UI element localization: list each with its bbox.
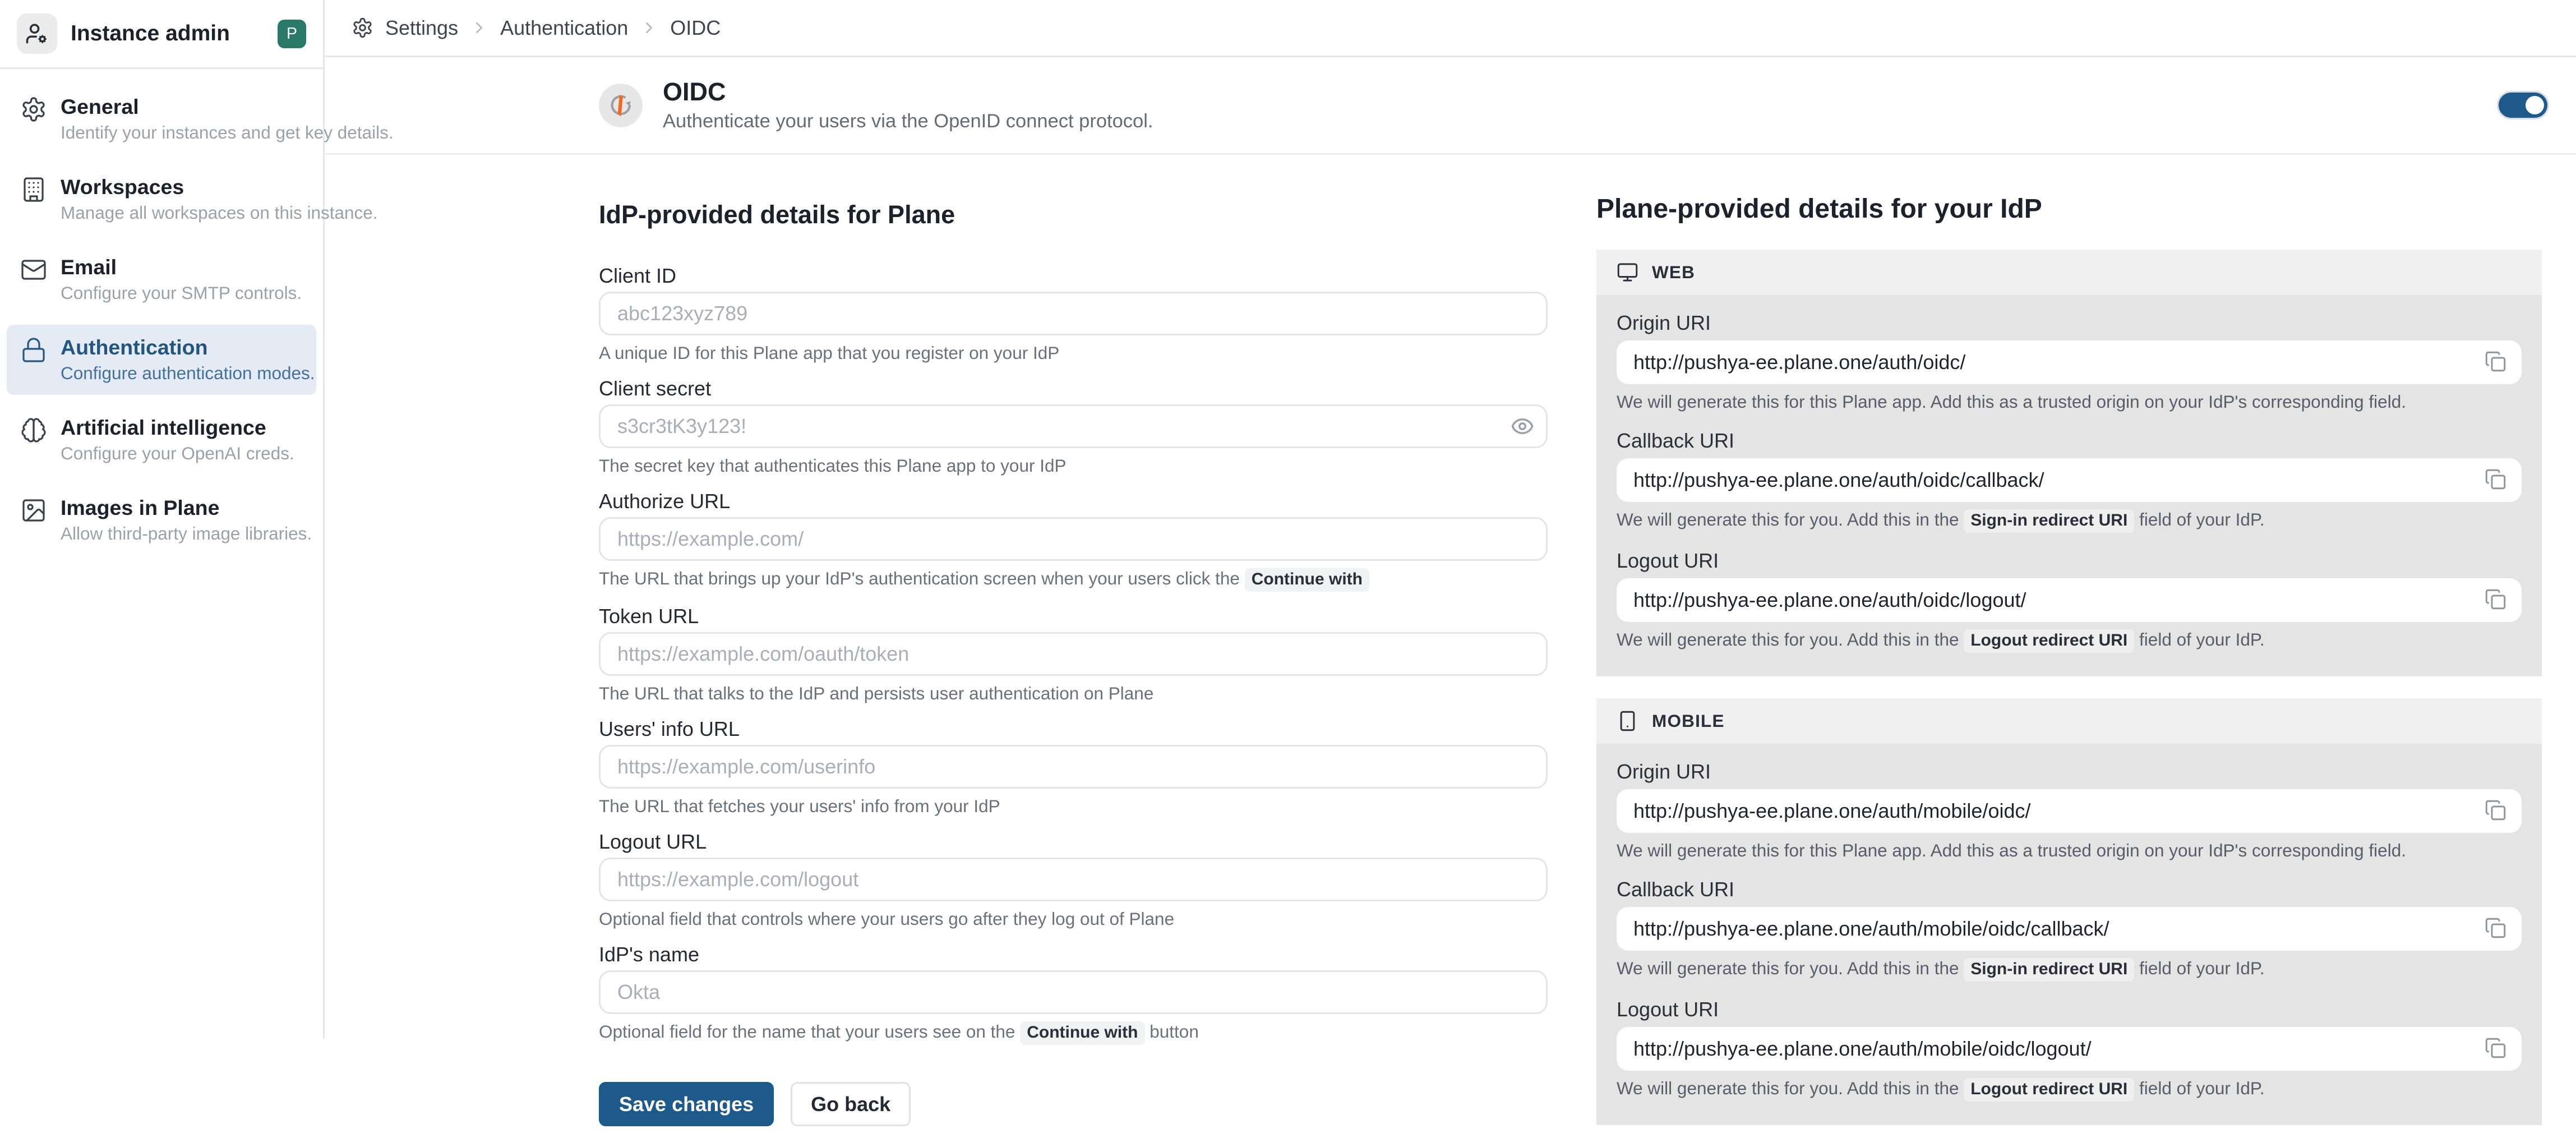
gear-icon <box>20 96 47 144</box>
plane-details-section <box>1596 194 2542 1147</box>
field-client-id <box>599 265 1548 364</box>
sidebar <box>0 0 394 1039</box>
page-title: OIDC <box>663 77 726 106</box>
uri-row-callback <box>1617 430 2522 533</box>
save-changes-button[interactable]: Save changes <box>599 1082 774 1126</box>
breadcrumb-settings[interactable]: Settings <box>385 16 459 39</box>
web-card-body <box>1596 295 2542 676</box>
field-label: Token URL <box>599 605 699 628</box>
uri-label: Origin URI <box>1617 760 1711 783</box>
field-token-url <box>599 605 1548 704</box>
uri-help: We will generate this for you. Add this in the Logout redirect URI field of your IdP. <box>1617 1077 2522 1102</box>
breadcrumb-authentication[interactable]: Authentication <box>500 16 629 39</box>
uri-row-logout <box>1617 550 2522 653</box>
uri-value-box <box>1617 578 2522 622</box>
copy-icon[interactable] <box>2485 468 2508 492</box>
uri-row-logout <box>1617 998 2522 1102</box>
nav-item-label: Email <box>61 255 117 279</box>
uri-value-box <box>1617 458 2522 502</box>
breadcrumb-oidc: OIDC <box>670 16 721 39</box>
go-back-button[interactable]: Go back <box>791 1082 911 1126</box>
sidebar-item-workspaces[interactable] <box>7 164 378 234</box>
card-title: MOBILE <box>1652 711 1725 731</box>
settings-gear-icon <box>352 0 373 57</box>
oidc-enabled-toggle[interactable] <box>2499 93 2547 118</box>
nav-item-label: Artificial intelligence <box>61 415 266 439</box>
logout-redirect-chip: Logout redirect URI <box>1964 629 2134 653</box>
uri-help: We will generate this for you. Add this in the Logout redirect URI field of your IdP. <box>1617 629 2522 653</box>
uri-label: Callback URI <box>1617 429 1735 452</box>
logout-redirect-chip: Logout redirect URI <box>1964 1078 2134 1102</box>
field-help: A unique ID for this Plane app that you register on your IdP <box>599 343 1060 363</box>
main-panel <box>325 57 2576 1147</box>
uri-label: Origin URI <box>1617 311 1711 334</box>
nav-item-description: Configure your OpenAI creds. <box>61 443 294 463</box>
lock-icon <box>20 337 47 385</box>
field-label: Client ID <box>599 264 677 287</box>
field-client-secret <box>599 377 1548 477</box>
eye-icon[interactable] <box>1511 414 1534 438</box>
nav-item-label: Authentication <box>61 335 208 359</box>
web-card <box>1596 250 2542 676</box>
logout-url-input[interactable] <box>599 858 1548 901</box>
field-help: Optional field that controls where your users go after they log out of Plane <box>599 909 1175 929</box>
monitor-icon <box>1617 261 1638 283</box>
uri-value-box <box>1617 907 2522 951</box>
uri-help: We will generate this for you. Add this in the Sign-in redirect URI field of your IdP. <box>1617 509 2522 533</box>
uri-value: http://pushya-ee.plane.one/auth/mobile/oidc/ <box>1633 799 2031 822</box>
web-card-header <box>1596 250 2542 295</box>
mobile-card-body <box>1596 744 2542 1125</box>
sidebar-item-general[interactable] <box>7 84 394 154</box>
field-users-info-url <box>599 718 1548 817</box>
uri-label: Logout URI <box>1617 998 1719 1021</box>
field-label: Users' info URL <box>599 717 740 740</box>
section-title: Plane-provided details for your IdP <box>1596 194 2042 224</box>
idp-name-input[interactable] <box>599 970 1548 1014</box>
field-help: Optional field for the name that your users see on the Continue with button <box>599 1021 1548 1045</box>
page-subtitle: Authenticate your users via the OpenID connect protocol. <box>663 110 1153 132</box>
card-title: WEB <box>1652 262 1696 282</box>
sidebar-item-artificial-intelligence[interactable] <box>7 405 316 475</box>
copy-icon[interactable] <box>2485 799 2508 823</box>
uri-row-origin <box>1617 312 2522 413</box>
mobile-card-header <box>1596 698 2542 744</box>
uri-label: Logout URI <box>1617 549 1719 572</box>
uri-label: Callback URI <box>1617 878 1735 901</box>
chevron-right-icon <box>470 19 488 37</box>
sidebar-header <box>0 0 323 69</box>
section-title: IdP-provided details for Plane <box>599 200 955 229</box>
field-authorize-url <box>599 490 1548 592</box>
field-help: The URL that brings up your IdP's authentication screen when your users click the Continue with <box>599 568 1548 592</box>
breadcrumb <box>325 0 2576 57</box>
mobile-card <box>1596 698 2542 1125</box>
continue-with-chip: Continue with <box>1245 568 1369 592</box>
copy-icon[interactable] <box>2485 917 2508 941</box>
user-avatar[interactable]: P <box>278 20 306 48</box>
uri-value: http://pushya-ee.plane.one/auth/oidc/ <box>1633 351 1966 374</box>
token-url-input[interactable] <box>599 632 1548 676</box>
nav-item-description: Configure your SMTP controls. <box>61 282 302 303</box>
field-help: The URL that fetches your users' info from your IdP <box>599 796 1000 816</box>
nav-item-label: Images in Plane <box>61 495 220 519</box>
client-secret-input[interactable] <box>599 404 1548 448</box>
uri-value-box <box>1617 340 2522 384</box>
app-title: Instance admin <box>71 21 230 45</box>
uri-value-box <box>1617 789 2522 833</box>
nav-item-label: General <box>61 95 139 118</box>
field-help: The secret key that authenticates this Plane app to your IdP <box>599 455 1067 476</box>
nav-item-description: Manage all workspaces on this instance. <box>61 202 378 223</box>
openid-logo-icon <box>599 84 643 127</box>
uri-row-origin <box>1617 761 2522 862</box>
authorize-url-input[interactable] <box>599 517 1548 561</box>
form-actions <box>599 1082 1548 1126</box>
uri-help: We will generate this for you. Add this in the Sign-in redirect URI field of your IdP. <box>1617 957 2522 982</box>
field-idp-name <box>599 943 1548 1045</box>
sidebar-item-authentication[interactable] <box>7 325 316 395</box>
uri-row-callback <box>1617 878 2522 982</box>
client-id-input[interactable] <box>599 292 1548 335</box>
content-region <box>325 0 2576 1116</box>
sidebar-item-images-in-plane[interactable] <box>7 485 316 555</box>
field-label: IdP's name <box>599 943 699 966</box>
oidc-header <box>325 57 2576 155</box>
idp-form-section <box>599 194 1548 1147</box>
copy-icon[interactable] <box>2485 351 2508 374</box>
nav-item-description: Allow third-party image libraries. <box>61 523 312 543</box>
uri-value: http://pushya-ee.plane.one/auth/oidc/callback/ <box>1633 468 2044 491</box>
copy-icon[interactable] <box>2485 588 2508 612</box>
uri-value-box <box>1617 1027 2522 1071</box>
brain-icon <box>20 417 47 465</box>
field-label: Client secret <box>599 377 712 400</box>
signin-redirect-chip: Sign-in redirect URI <box>1964 509 2134 533</box>
field-label: Logout URL <box>599 830 707 853</box>
field-help: The URL that talks to the IdP and persists user authentication on Plane <box>599 683 1154 703</box>
nav-item-label: Workspaces <box>61 174 184 199</box>
toggle-knob <box>2526 96 2544 114</box>
image-icon <box>20 497 47 545</box>
content-columns <box>325 155 2576 1147</box>
uri-help: We will generate this for this Plane app. Add this as a trusted origin on your IdP's corresponding field. <box>1617 391 2406 412</box>
copy-icon[interactable] <box>2485 1037 2508 1061</box>
uri-value: http://pushya-ee.plane.one/auth/oidc/logout/ <box>1633 588 2026 611</box>
uri-value: http://pushya-ee.plane.one/auth/mobile/oidc/callback/ <box>1633 917 2109 940</box>
chevron-right-icon <box>640 19 658 37</box>
nav-item-description: Configure authentication modes. <box>61 362 315 383</box>
field-logout-url <box>599 831 1548 930</box>
mail-icon <box>20 256 47 305</box>
sidebar-nav <box>0 69 394 581</box>
signin-redirect-chip: Sign-in redirect URI <box>1964 958 2134 982</box>
building-icon <box>20 176 47 224</box>
smartphone-icon <box>1617 710 1638 732</box>
continue-with-chip: Continue with <box>1020 1021 1144 1045</box>
nav-item-description: Identify your instances and get key details. <box>61 122 394 142</box>
user-gear-icon <box>25 22 49 45</box>
users-info-url-input[interactable] <box>599 745 1548 789</box>
sidebar-item-email[interactable] <box>7 245 316 315</box>
instance-admin-logo <box>17 13 57 54</box>
uri-help: We will generate this for this Plane app. Add this as a trusted origin on your IdP's corresponding field. <box>1617 840 2406 860</box>
field-label: Authorize URL <box>599 490 731 513</box>
uri-value: http://pushya-ee.plane.one/auth/mobile/oidc/logout/ <box>1633 1037 2092 1060</box>
